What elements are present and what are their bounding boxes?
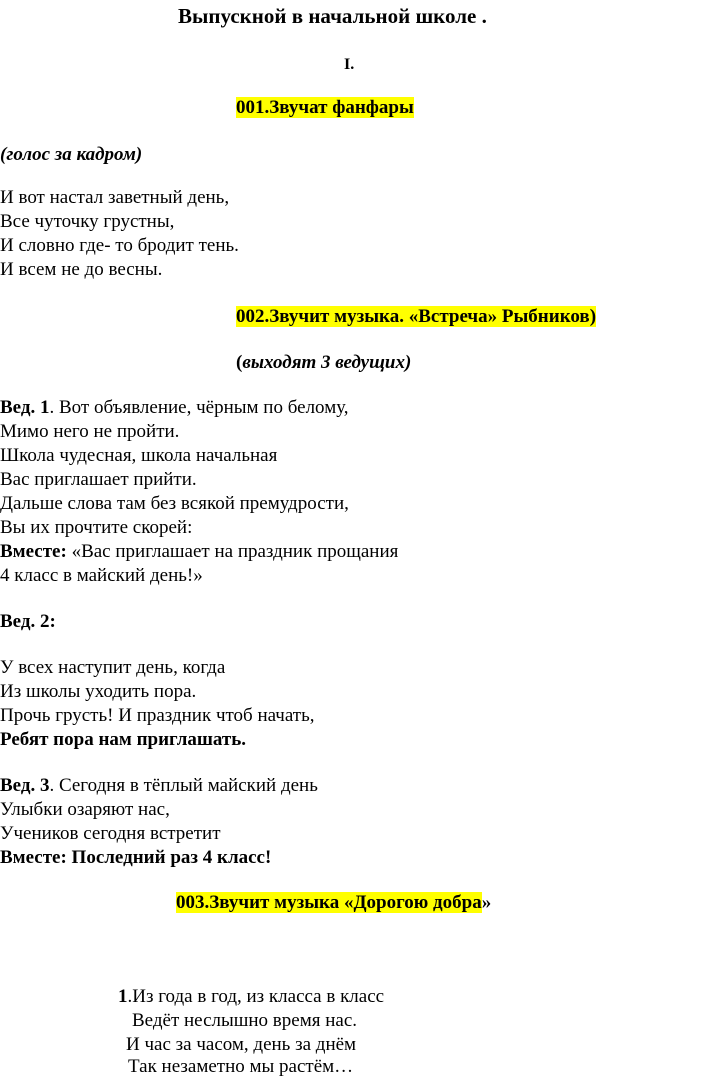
ved1-line: Дальше слова там без всякой премудрости,: [0, 493, 349, 514]
ved3-together-line: Вместе: Последний раз 4 класс!: [0, 847, 272, 868]
ved2-line: У всех наступит день, когда: [0, 657, 226, 678]
ved1-line: Мимо него не пройти.: [0, 421, 180, 442]
song-line: Так незаметно мы растём…: [128, 1056, 354, 1077]
music-cue-2-text: 002.Звучит музыка. «Встреча» Рыбников): [236, 306, 597, 327]
verse-number: 1: [118, 986, 128, 1007]
ved3-line: Учеников сегодня встретит: [0, 823, 221, 844]
music-cue-3: [176, 891, 491, 915]
music-cue-2: [236, 305, 596, 329]
ved3-line: Улыбки озаряют нас,: [0, 799, 170, 820]
intro-line: И словно где- то бродит тень.: [0, 235, 239, 256]
ved1-speaker: Вед. 1: [0, 397, 50, 418]
ved1-together-line-2: 4 класс в майский день!»: [0, 565, 203, 586]
ved2-speaker: Вед. 2:: [0, 611, 56, 632]
ved3-first-text: . Сегодня в тёплый майский день: [49, 775, 318, 796]
song-line: Ведёт неслышно время нас.: [132, 1010, 358, 1031]
intro-line: И вот настал заветный день,: [0, 187, 230, 208]
section-number: I.: [344, 56, 355, 73]
ved1-line: Вас приглашает прийти.: [0, 469, 197, 490]
ved2-bold-line: Ребят пора нам приглашать.: [0, 729, 247, 750]
ved2-line: Из школы уходить пора.: [0, 681, 197, 702]
song-first-line: [118, 985, 384, 1009]
song-first-text: .Из года в год, из класса в класс: [127, 986, 385, 1007]
voice-over-note: (голос за кадром): [0, 144, 143, 165]
music-cue-1: [236, 96, 414, 120]
ved3-first-line: [0, 774, 318, 798]
hosts-note-text: выходят 3 ведущих): [242, 352, 412, 373]
together-label: Вместе:: [0, 541, 67, 562]
ved1-together-line: [0, 540, 398, 564]
hosts-note: [236, 351, 411, 375]
ved1-line: Школа чудесная, школа начальная: [0, 445, 278, 466]
music-cue-3-text: 003.Звучит музыка «Дорогою добра: [176, 892, 482, 913]
ved1-first-line: [0, 396, 349, 420]
intro-line: И всем не до весны.: [0, 259, 163, 280]
together-text: «Вас приглашает на праздник прощания: [66, 541, 399, 562]
song-line: И час за часом, день за днём: [126, 1034, 357, 1055]
ved3-speaker: Вед. 3: [0, 775, 50, 796]
hosts-note-paren: (: [236, 352, 243, 373]
ved2-line: Прочь грусть! И праздник чтоб начать,: [0, 705, 315, 726]
intro-line: Все чуточку грустны,: [0, 211, 175, 232]
ved1-line: Вы их прочтите скорей:: [0, 517, 193, 538]
music-cue-3-tail: »: [481, 892, 492, 913]
music-cue-1-text: 001.Звучат фанфары: [236, 97, 414, 118]
ved1-first-text: . Вот объявление, чёрным по белому,: [49, 397, 349, 418]
page-title: Выпускной в начальной школе .: [178, 4, 487, 28]
